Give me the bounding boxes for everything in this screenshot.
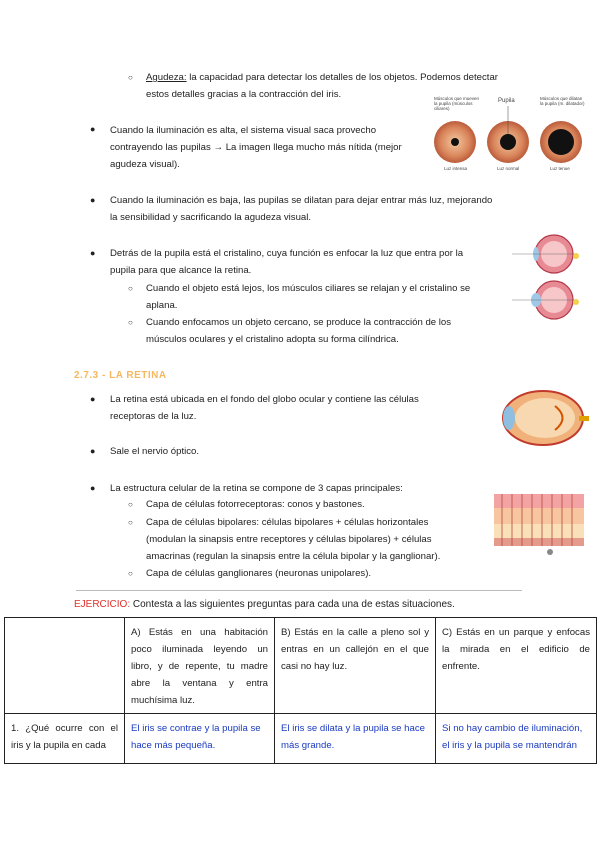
circle-bullet-icon: ○ [128, 500, 133, 509]
eye-lens-diagram [508, 234, 594, 324]
exercise-heading: EJERCICIO: Contesta a las siguientes preguntas para cada una de estas situaciones. [74, 599, 455, 610]
retina-b2: Sale el nervio óptico. [110, 446, 200, 457]
iris-dim [540, 121, 582, 163]
cristalino-text: Detrás de la pupila está el cristalino, cuya función es enfocar la luz que entra por la pupila para que alcance la retina. [110, 248, 464, 276]
pupil-diagram [428, 96, 588, 176]
retina-c3: Capa de células ganglionares (neuronas unipolares). [146, 568, 372, 579]
circle-bullet-icon: ○ [128, 73, 133, 82]
iris-drawings [428, 96, 588, 176]
retina-eye-diagram [495, 386, 591, 450]
table-row [5, 714, 597, 764]
pupil-caption-3: Luz tenue [550, 166, 570, 171]
iris-bright [434, 121, 476, 163]
bullet-icon: ● [90, 483, 96, 493]
bullet-icon: ● [90, 124, 96, 134]
pupil-caption-1: Luz intensa [444, 166, 468, 171]
eye-near-icon [512, 281, 579, 319]
table-row [5, 618, 597, 714]
table-header-a: A) Estás en una habitación poco iluminada leyendo un libro, y de repente, tu madre abre la ventana y entra muchísima luz. [125, 618, 275, 714]
circle-bullet-icon: ○ [128, 518, 133, 527]
divider [76, 590, 522, 591]
agudeza-term: Agudeza: [146, 72, 187, 83]
table-header-c: C) Estás en un parque y enfocas la mirada en el edificio de enfrente. [436, 618, 597, 714]
agudeza-text: Agudeza: la capacidad para detectar los detalles de los objetos. Podemos detectar estos detalles gracias a la contracción del iris. [146, 72, 499, 100]
cristalino-sub1: Cuando el objeto está lejos, los músculos ciliares se relajan y el cristalino se aplana. [146, 283, 471, 311]
exercise-table [4, 617, 597, 764]
pupil-label-right: Músculos que dilatan la pupila (m. dilatador) [540, 96, 585, 106]
retina-b1: La retina está ubicada en el fondo del globo ocular y contiene las células receptoras de la luz. [110, 394, 419, 422]
answer-1a: El iris se contrae y la pupila se hace más pequeña. [125, 714, 275, 764]
pupil-label-left: Músculos que mueven la pupila (músculos ciliares) [434, 96, 480, 111]
circle-bullet-icon: ○ [128, 569, 133, 578]
iluminacion-alta-text: Cuando la iluminación es alta, el sistema visual saca provecho contrayendo las pupilas → La imagen llega mucho más nítida (mejor agudeza visual). [110, 125, 402, 170]
bullet-icon: ● [90, 446, 96, 456]
table-cell-empty [5, 618, 125, 714]
answer-1c: Si no hay cambio de iluminación, el iris y la pupila se mantendrán [436, 714, 597, 764]
eye-far-icon [512, 235, 579, 273]
retina-c2: Capa de células bipolares: células bipolares + células horizontales (modulan la sinapsis entre receptores y células bipolares) + células amacrinas (regulan la sinapsis entre la célula bipolar y la ganglionar). [146, 517, 441, 562]
circle-bullet-icon: ○ [128, 284, 133, 293]
answer-1b: El iris se dilata y la pupila se hace más grande. [275, 714, 436, 764]
circle-bullet-icon: ○ [128, 318, 133, 327]
retina-c1: Capa de células fotorreceptoras: conos y bastones. [146, 499, 365, 510]
iluminacion-baja-text: Cuando la iluminación es baja, las pupilas se dilatan para dejar entrar más luz, mejorando la sensibilidad y sacrificando la agudeza visual. [110, 195, 493, 223]
bullet-icon: ● [90, 394, 96, 404]
question-1: 1. ¿Qué ocurre con el iris y la pupila en cada [5, 714, 125, 764]
bullet-icon: ● [90, 248, 96, 258]
bullet-icon: ● [90, 195, 96, 205]
retina-layers-diagram [490, 488, 594, 560]
exercise-label: EJERCICIO: [74, 599, 131, 610]
table-header-b: B) Estás en la calle a pleno sol y entras en un callejón en el que casi no hay luz. [275, 618, 436, 714]
cristalino-sub2: Cuando enfocamos un objeto cercano, se produce la contracción de los músculos oculares y el cristalino adopta su forma cilíndrica. [146, 317, 452, 345]
pupil-label-mid: Pupila [498, 98, 515, 104]
pupil-caption-2: Luz normal [497, 166, 520, 171]
retina-b3: La estructura celular de la retina se compone de 3 capas principales: [110, 483, 403, 494]
iris-normal [487, 106, 529, 163]
section-heading: 2.7.3 - LA RETINA [74, 370, 167, 381]
